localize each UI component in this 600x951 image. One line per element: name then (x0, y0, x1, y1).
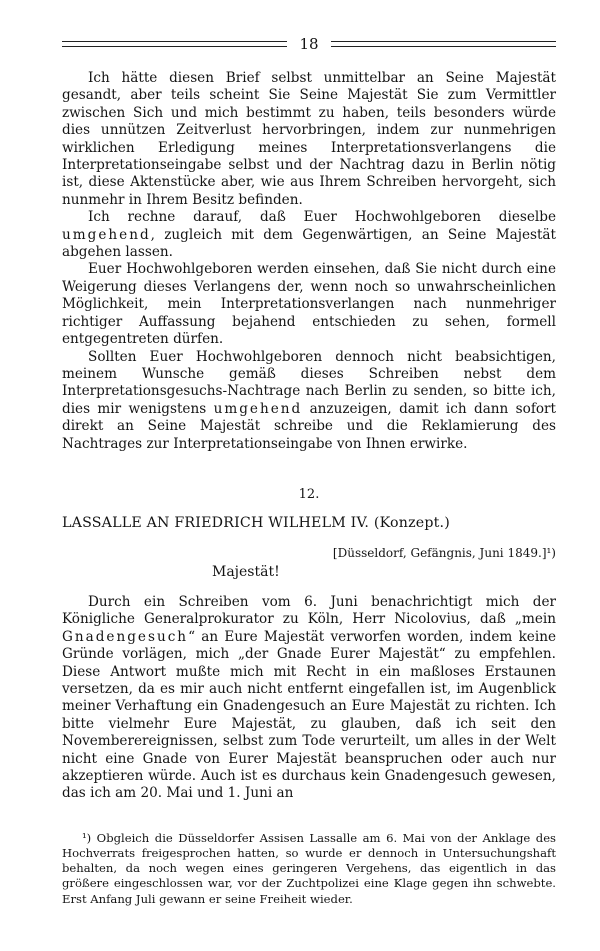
emphasized-text: umgehend (62, 226, 151, 243)
emphasized-text: Gnadengesuch (62, 628, 189, 645)
text-run: “ an Eure Majestät verworfen worden, indem keine Gründe vorlägen, mich „der Gnade Eurer Majestät“ zu empfehlen. Diese Antwort mußte mich mit Recht in ein maßloses Erstaunen versetzen, da es mir auch nicht entfernt eingefallen ist, im Augenblick meiner Verhaftung ein Gnadengesuch an Eure Majestät zu richten. Ich bitte vielmehr Eure Majestät, zu glauben, daß ich seit den Novemberereignissen, selbst zum Tode verurteilt, um alles in der Welt nicht eine Gnade von Eurer Majestät beanspruchen oder auch nur akzeptieren würde. Auch ist es durchaus kein Gnadengesuch gewesen, das ich am 20. Mai und 1. Juni an (62, 628, 556, 802)
header-rule-left (62, 41, 287, 47)
letter-11-body (62, 70, 556, 453)
paragraph: Ich hätte diesen Brief selbst unmittelbar an Seine Majestät gesandt, aber teils scheint Sie Seine Majestät Sie zum Vermittler zwischen Sich und mich bestimmt zu haben, teils besonders würde dies unnützen Zeitverlust hervorbringen, indem zur nunmehrigen wirklichen Erledigung meines Interpretationsverlangens die Interpretationseingabe selbst und der Nachtrag dazu in Berlin nötig ist, diese Aktenstücke aber, wie aus Ihrem Schreiben hervorgeht, sich nunmehr in Ihrem Besitz befinden. (62, 70, 556, 208)
text-run: anzuzeigen, damit ich dann sofort direkt an Seine Majestät schreibe und die Reklamierung des Nachtrages zur Interpretationseingabe von Ihnen erwirke. (62, 400, 556, 452)
text-run: Sollten Euer Hochwohlgeboren dennoch nicht beabsichtigen, meinem Wunsche gemäß dieses Schreiben nebst dem Interpretationsgesuchs-Nachtrage nach Berlin zu senden, so bitte ich, dies mir wenigstens (62, 348, 556, 417)
paragraph: Euer Hochwohlgeboren werden einsehen, daß Sie nicht durch eine Weigerung dieses Verlangens der, wenn noch so unwahrscheinlichen Möglichkeit, mein Interpretationsverlangen nach nunmehriger richtiger Auffassung bejahend entschieden zu sehen, formell entgegentreten dürfen. (62, 261, 556, 348)
text-run: Ich rechne darauf, daß Euer Hochwohlgeboren dieselbe (88, 209, 556, 226)
place-date: [Düsseldorf, Gefängnis, Juni 1849.]¹) (332, 545, 556, 560)
letter-title: LASSALLE AN FRIEDRICH WILHELM IV. (Konzept.) (62, 514, 450, 531)
page-header (62, 32, 556, 56)
paragraph (62, 209, 556, 261)
letter-12-body (62, 594, 556, 803)
paragraph (62, 594, 556, 803)
letter-number: 12. (298, 486, 320, 502)
paragraph (62, 349, 556, 453)
footnotes (62, 831, 556, 907)
text-run: , zugleich mit dem Gegenwärtigen, an Seine Majestät abgehen lassen. (62, 226, 556, 261)
emphasized-text: umgehend (213, 400, 303, 417)
page-number: 18 (299, 35, 319, 53)
footnote: ¹) Obgleich die Düsseldorfer Assisen Lassalle am 6. Mai von der Anklage des Hochverrats freigesprochen hatten, so wurde er dennoch in Untersuchungshaft behalten, da noch wegen eines geringeren Vergehens, das eigentlich in das größere eingeschlossen war, vor der Zuchtpolizei eine Klage gegen ihn schwebte. Erst Anfang Juli gewann er seine Freiheit wieder. (62, 830, 556, 906)
text-run: Durch ein Schreiben vom 6. Juni benachrichtigt mich der Königliche Generalprokurator zu Köln, Herr Nicolovius, daß „mein (62, 593, 556, 628)
header-rule-right (331, 41, 556, 47)
salutation: Majestät! (212, 563, 280, 580)
